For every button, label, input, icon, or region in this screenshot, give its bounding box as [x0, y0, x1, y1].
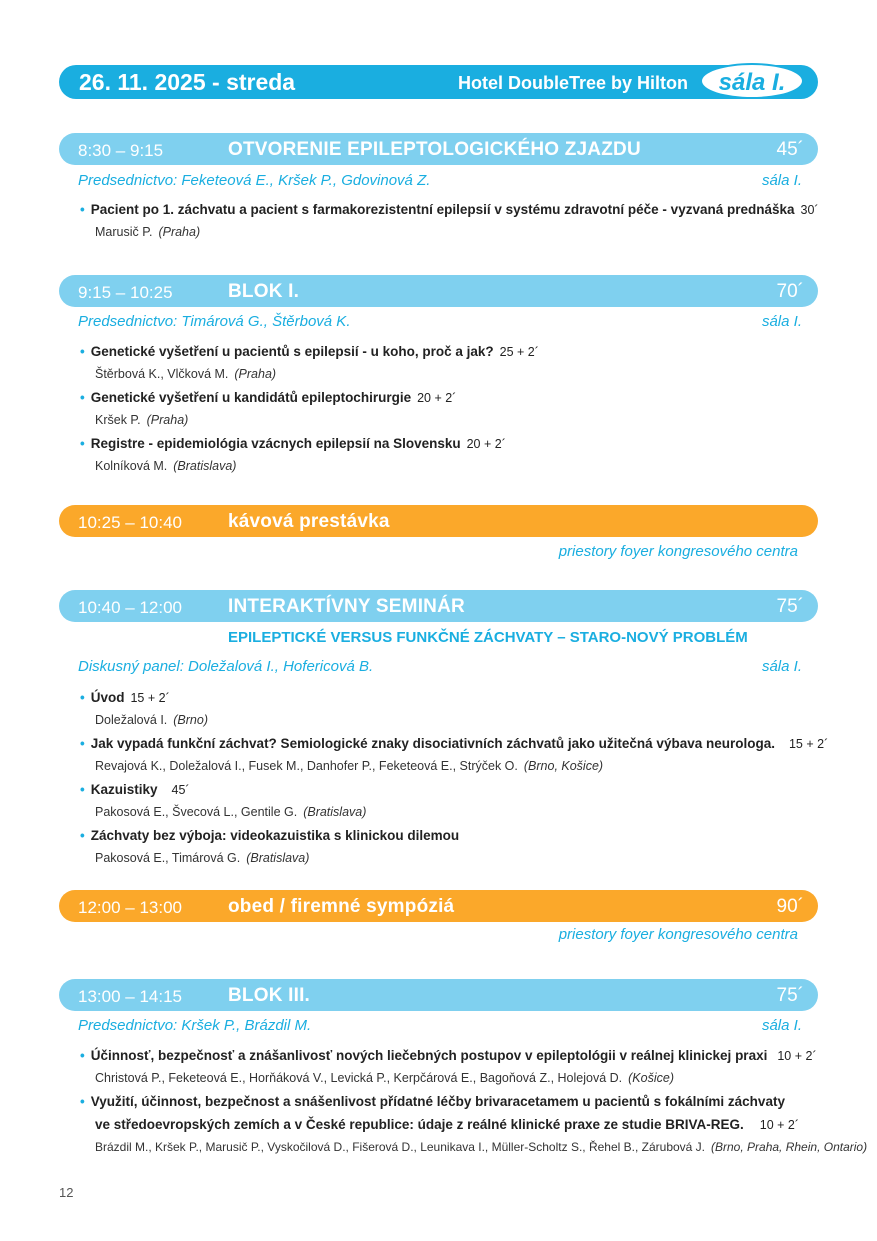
lecture-duration: 10 + 2´: [759, 1118, 800, 1132]
session-hall: sála I.: [761, 172, 802, 189]
bullet-icon: •: [80, 1048, 85, 1063]
bullet-icon: •: [80, 202, 85, 217]
session-time: 13:00 – 14:15: [78, 987, 182, 1006]
session-chairs: Predsednictvo: Kršek P., Brázdil M.: [78, 1017, 312, 1034]
session-duration: 75´: [776, 596, 804, 617]
session-hall: sála I.: [761, 658, 802, 675]
lecture-authors: Pakosová E., Švecová L., Gentile G. (Bratislava): [95, 805, 367, 819]
lecture-item: • Genetické vyšetření u pacientů s epilepsií - u koho, proč a jak? 25 + 2´: [80, 344, 539, 359]
lecture-duration: 10 + 2´: [777, 1049, 817, 1063]
session-time: 12:00 – 13:00: [78, 898, 182, 917]
lunch-location: priestory foyer kongresového centra: [558, 926, 798, 943]
day-header: [59, 65, 818, 99]
session-time: 8:30 – 9:15: [78, 141, 164, 160]
session-duration: 70´: [776, 281, 804, 302]
lecture-item: • Využití, účinnost, bezpečnost a snášenlivost přídatné léčby brivaracetamem u pacientů s fokálními záchvaty: [80, 1094, 785, 1109]
lecture-item: • Registre - epidemiológia vzácnych epilepsií na Slovensku 20 + 2´: [80, 436, 506, 451]
session-title: OTVORENIE EPILEPTOLOGICKÉHO ZJAZDU: [228, 139, 641, 160]
bullet-icon: •: [80, 436, 85, 451]
lecture-duration: 25 + 2´: [499, 345, 539, 359]
break-location: priestory foyer kongresového centra: [558, 543, 798, 560]
session-duration: 90´: [776, 896, 804, 917]
session-bar-blok-1: [59, 275, 818, 307]
session-bar-blok-3: [59, 979, 818, 1011]
page-number: 12: [59, 1185, 74, 1200]
lecture-duration: 20 + 2´: [417, 391, 457, 405]
lecture-item: • Kazuistiky 45´: [80, 782, 190, 797]
lecture-item: • Pacient po 1. záchvatu a pacient s farmakorezistentní epilepsií v systému zdravotní péče - vyzvaná prednáška 30´: [80, 202, 819, 217]
session-time: 9:15 – 10:25: [78, 283, 173, 302]
session-title: obed / firemné sympóziá: [228, 896, 455, 917]
session-bar-opening: [59, 133, 818, 165]
lecture-authors: Marusič P. (Praha): [95, 225, 201, 239]
session-chairs: Predsednictvo: Timárová G., Štěrbová K.: [78, 313, 351, 330]
lecture-duration: 20 + 2´: [466, 437, 506, 451]
lecture-authors: Doležalová I. (Brno): [95, 713, 208, 727]
lecture-title-continued: ve středoevropských zemích a v České republice: údaje z reálné klinické praxe ze studie BRIVA-REG. 10 + 2´: [95, 1117, 800, 1132]
session-title: BLOK I.: [228, 281, 300, 302]
day-date: 26. 11. 2025 - streda: [79, 69, 296, 95]
session-duration: 75´: [776, 985, 804, 1006]
lecture-authors: Brázdil M., Kršek P., Marusič P., Vyskočilová D., Fišerová D., Leunikava I., Müller-Scholtz S., Řehel B., Zárubová J. (Brno, Praha, Rhein, Ontario): [95, 1140, 868, 1154]
session-title: kávová prestávka: [228, 511, 390, 532]
bullet-icon: •: [80, 782, 85, 797]
lecture-duration: 15 + 2´: [130, 691, 170, 705]
session-duration: 45´: [776, 139, 804, 160]
lecture-authors: Kolníková M. (Bratislava): [95, 459, 237, 473]
lecture-duration: 15 + 2´: [788, 737, 829, 751]
session-bar-lunch: [59, 890, 818, 922]
bullet-icon: •: [80, 690, 85, 705]
lecture-item: • Účinnosť, bezpečnosť a znášanlivosť nových liečebných postupov v epileptológii v reálnej klinickej praxi 10 + 2´: [80, 1048, 817, 1063]
session-bar-coffee-break: [59, 505, 818, 537]
lecture-authors: Štěrbová K., Vlčková M. (Praha): [95, 367, 277, 381]
lecture-duration: 30´: [800, 203, 819, 217]
session-time: 10:25 – 10:40: [78, 513, 182, 532]
lecture-duration: 45´: [171, 783, 190, 797]
lecture-authors: Revajová K., Doležalová I., Fusek M., Danhofer P., Feketeová E., Strýček O. (Brno, Košice): [95, 759, 604, 773]
hall-badge: sála I.: [700, 63, 804, 99]
session-chairs: Diskusný panel: Doležalová I., Hofericová B.: [78, 658, 374, 675]
bullet-icon: •: [80, 828, 85, 843]
lecture-item: • Úvod 15 + 2´: [80, 690, 170, 705]
session-chairs: Predsednictvo: Feketeová E., Kršek P., Gdovinová Z.: [78, 172, 431, 189]
lecture-item: • Jak vypadá funkční záchvat? Semiologické znaky disociativních záchvatů jako užitečná výbava neurologa. 15 + 2´: [80, 736, 829, 751]
venue-name: Hotel DoubleTree by Hilton: [457, 73, 688, 93]
seminar-subtitle: EPILEPTICKÉ VERSUS FUNKČNÉ ZÁCHVATY – STARO-NOVÝ PROBLÉM: [228, 629, 748, 646]
session-hall: sála I.: [761, 1017, 802, 1034]
lecture-authors: Pakosová E., Timárová G. (Bratislava): [95, 851, 310, 865]
session-hall: sála I.: [761, 313, 802, 330]
bullet-icon: •: [80, 390, 85, 405]
session-time: 10:40 – 12:00: [78, 598, 182, 617]
session-bar-seminar: [59, 590, 818, 622]
bullet-icon: •: [80, 344, 85, 359]
lecture-authors: Christová P., Feketeová E., Horňáková V., Levická P., Kerpčárová E., Bagoňová Z., Holejová D. (Košice): [95, 1071, 674, 1085]
session-title: INTERAKTÍVNY SEMINÁR: [228, 596, 465, 617]
bullet-icon: •: [80, 736, 85, 751]
bullet-icon: •: [80, 1094, 85, 1109]
session-title: BLOK III.: [228, 985, 311, 1006]
lecture-authors: Kršek P. (Praha): [95, 413, 189, 427]
lecture-item: • Genetické vyšetření u kandidátů epileptochirurgie 20 + 2´: [80, 390, 457, 405]
lecture-item: • Záchvaty bez výboja: videokazuistika s klinickou dilemou: [80, 828, 460, 843]
